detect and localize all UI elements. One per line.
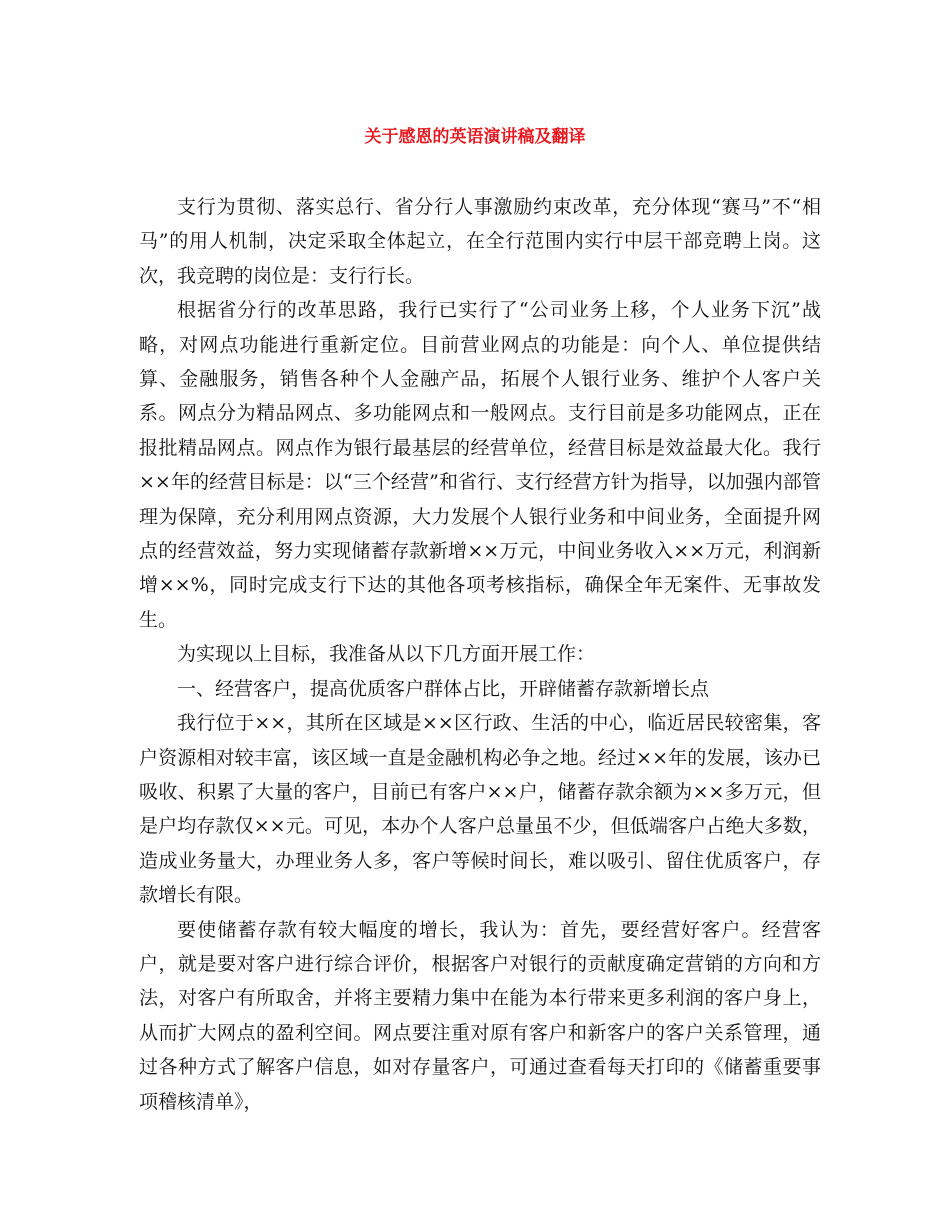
paragraph-3: 为实现以上目标，我准备从以下几方面开展工作： <box>177 643 596 666</box>
paragraph-2: 根据省分行的改革思路，我行已实行了“公司业务上移，个人业务下沉”战略，对网点功能进行重新定位。目前营业网点的功能是：向个人、单位提供结算、金融服务，销售各种个人金融产品，拓展个人银行业务、维护个人客户关系。网点分为精品网点、多功能网点和一般网点。支行目前是多功能网点，正在报批精品网点。网点作为银行最基层的经营单位，经营目标是效益最大化。我行××年的经营目标是：以“三个经营”和省行、支行经营方针为指导，以加强内部管理为保障，充分利用网点资源，大力发展个人银行业务和中间业务，全面提升网点的经营效益，努力实现储蓄存款新增××万元，中间业务收入××万元，利润新增××%，同时完成支行下达的其他各项考核指标，确保全年无案件、无事故发生。 <box>139 299 821 631</box>
paragraph-5: 要使储蓄存款有较大幅度的增长，我认为：首先，要经营好客户。经营客户，就是要对客户进行综合评价，根据客户对银行的贡献度确定营销的方向和方法，对客户有所取舍，并将主要精力集中在能为本行带来更多利润的客户身上，从而扩大网点的盈利空间。网点要注重对原有客户和新客户的客户关系管理，通过各种方式了解客户信息，如对存量客户，可通过查看每天打印的《储蓄重要事项稽核清单》， <box>139 918 821 1113</box>
document-title: 关于感恩的英语演讲稿及翻译 <box>364 127 586 147</box>
section-heading-1: 一、经营客户，提高优质客户群体占比，开辟储蓄存款新增长点 <box>177 677 710 700</box>
paragraph-4: 我行位于××，其所在区域是××区行政、生活的中心，临近居民较密集，客户资源相对较丰富，该区域一直是金融机构必争之地。经过××年的发展，该办已吸收、积累了大量的客户，目前已有客户××户，储蓄存款余额为××多万元，但是户均存款仅××元。可见，本办个人客户总量虽不少，但低端客户占绝大多数，造成业务量大，办理业务人多，客户等候时间长，难以吸引、留住优质客户，存款增长有限。 <box>139 712 821 907</box>
document-body <box>139 190 821 1119</box>
paragraph-1: 支行为贯彻、落实总行、省分行人事激励约束改革，充分体现“赛马”不“相马”的用人机制，决定采取全体起立，在全行范围内实行中层干部竞聘上岗。这次，我竞聘的岗位是：支行行长。 <box>139 196 821 287</box>
